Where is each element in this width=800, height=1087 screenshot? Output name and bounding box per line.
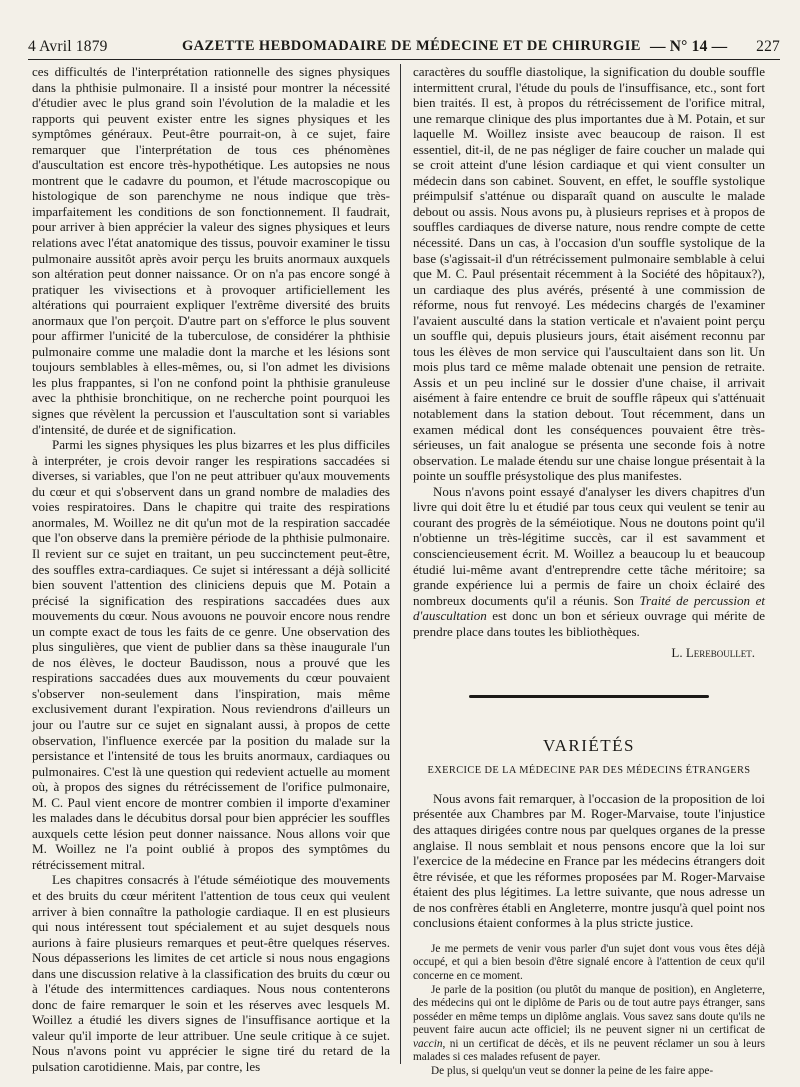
left-column <box>32 64 390 1074</box>
author-signature: L. Lereboullet. <box>671 645 755 661</box>
right-column <box>413 64 766 1078</box>
letter-paragraph-2-text: Je parle de la position (ou plutôt du manque de position), en Angleterre, des médecins qui ont le diplôme de Paris ou de tout autre pays étranger, sans posséder en même temps un diplôme anglais. Vous savez sans doute qu'ils ne peuvent faire aucun acte officiel; ils ne peuvent signer ni un certificat de <box>413 984 765 1037</box>
right-paragraph-2-end: est donc un bon et sérieux ouvrage qui mérite de prendre place dans toutes les bibliothèques. <box>413 608 766 639</box>
book-title: Traité de percussion et d'auscultation <box>413 592 765 624</box>
letter-paragraph-2-end: , ni un certificat de décès, et ils ne peuvent réclamer un sou à leurs malades si ces malades refusent de payer. <box>413 1037 765 1064</box>
left-paragraph-3: Les chapitres consacrés à l'étude séméiotique des mouvements et des bruits du cœur méritent l'attention de tous ceux qui veulent arriver à bien connaître la pathologie cardiaque. Il en est plusieurs qui nous intéressent tout spécialement et au sujet desquels nous aurions à faire plusieurs remarques et peut-être quelques réserves. Nous dépasserions les limites de cet article si nous nous engagions dans une discussion relative à la classification des bruits du cœur ou à l'étude des intermittences cardiaques. Nous nous contenterons donc de faire remarquer le soin et les réserves avec lesquels M. Woillez a étudié les divers signes de l'insuffisance aortique et la valeur qu'il importe de leur attribuer. Une seule critique à ce sujet. Nous n'avons point vu apprécier le signe tiré du retard de la pulsation carotidienne. Mais, par contre, les <box>32 872 390 1074</box>
letter-paragraph-3: De plus, si quelqu'un veut se donner la peine de les faire appe- <box>431 1065 714 1078</box>
letter-paragraph-1: Je me permets de venir vous parler d'un sujet dont vous vous êtes déjà occupé, et qui a bien besoin d'être signalé encore à l'attention de ceux qu'il concerne en ce moment. <box>413 942 765 982</box>
left-paragraph-1: ces difficultés de l'interprétation rationnelle des signes physiques dans la phthisie pulmonaire. Il a insisté pour montrer la nécessité d'étudier avec le plus grand soin l'évolution de la maladie et les rapports qui peuvent exister entre les signes physiques et les symptômes généraux. Peut-être pourrait-on, à ce sujet, faire remarquer que l'interprétation de tous ces phénomènes d'auscultation est encore très-hypothétique. Les autopsies ne nous montrent que le cadavre du poumon, et l'étude macroscopique ou histologique de son parenchyme ne nous indique que très-imparfaitement les conditions de son fonctionnement. Il faudrait, pour arriver à bien apprécier la valeur des signes physiques et leurs relations avec l'état anatomique des tissus, pouvoir examiner le tissu pulmonaire aussitôt après avoir perçu les bruits anormaux auxquels son altération peut donner naissance. Or on n'a pas encore songé à pratiquer les vivisections et à provoquer artificiellement les altérations qui pourraient expliquer l'extrême diversité des bruits anormaux que l'on perçoit. D'autre part on s'efforce le plus souvent pour affirmer l'unicité de la tuberculose, de considérer la phthisie pulmonaire comme une maladie dont la marche et les lésions sont toujours semblables à elles-mêmes, ou, si l'on admet les divisions les plus frappantes, si l'on ne confond point la phthisie granuleuse avec la phthisie bronchitique, on ne recherche point pourquoi les signes que révèlent la percussion et l'auscultation sont si variables d'intensité, de durée et de signification. <box>32 64 390 437</box>
right-paragraph-1: caractères du souffle diastolique, la signification du double souffle intermittent crural, l'étude du pouls de l'insuffisance, etc., sont fort bien traités. Il est, à propos du rétrécissement de l'orifice mitral, une remarque clinique des plus importantes due à M. Potain, et sur laquelle M. Woillez insiste avec beaucoup de raison. Il est essentiel, dit-il, de ne pas négliger de faire coucher un malade qui se croit atteint d'une lésion cardiaque et qui vient consulter un médecin dans son cabinet. Souvent, en effet, le souffle systolique préimpulsif s'atténue ou disparaît quand on ausculte le malade debout ou assis. Nous avons pu, à plusieurs reprises et à propos de souffles cardiaques de diverse nature, nous rendre compte de cette nécessité. Dans un cas, à l'occasion d'un souffle systolique de la base (s'agissait-il d'un rétrécissement pulmonaire semblable à celui que M. C. Paul présentait récemment à la Société des hôpitaux?), un cardiaque des plus avérés, présenté à une commission de réforme, nous fut renvoyé. Les médecins chargés de l'examiner l'avaient ausculté dans la station verticale et n'avaient point perçu un souffle qui, depuis plusieurs jours, était aisément reconnu par tous les élèves de mon service qui l'auscultaient dans son lit. Un mois plus tard ce même malade obtenait une pension de retraite. Assis et un peu incliné sur le dossier d'une chaise, il arrivait aisément à faire entendre ce bruit de souffle râpeux qui s'atténuait notablement dans la station debout. Tout récemment, dans un examen médical dont les conséquences pouvaient être très-sérieuses, un fait analogue se présenta une seconde fois à notre observation. Le malade étendu sur une chaise longue présentait à la pointe un souffle présystolique des plus manifestes. <box>413 64 765 484</box>
page-header <box>28 38 780 58</box>
journal-title: GAZETTE HEBDOMADAIRE DE MÉDECINE ET DE CHIRURGIE <box>182 38 641 54</box>
issue-number: — N° 14 — <box>650 38 728 55</box>
letter-paragraph-2 <box>413 984 765 1064</box>
issue-date: 4 Avril 1879 <box>28 38 108 55</box>
section-subtitle: EXERCICE DE LA MÉDECINE PAR DES MÉDECINS ÉTRANGERS <box>427 765 751 777</box>
letter-italic-word: vaccin <box>413 1037 443 1050</box>
column-divider <box>400 64 401 1064</box>
correspondent-letter <box>413 943 765 1079</box>
right-paragraph-2 <box>413 484 765 639</box>
section-intro: Nous avons fait remarquer, à l'occasion de la proposition de loi présentée aux Chambres par M. Roger-Marvaise, toute l'injustice des attaques dirigées contre nous par quelques organes de la presse anglaise. Il nous semblait et nous pensons encore que la loi sur l'exercice de la médecine en France par les médecins étrangers doit être révisée, et que les réformes proposées par M. Roger-Marvaise étaient des plus légitimes. La lettre suivante, que nous adresse un de nos confrères établi en Angleterre, montre jusqu'à quel point nos conclusions étaient conformes à la plus stricte justice. <box>413 790 765 931</box>
section-separator <box>469 695 709 698</box>
right-paragraph-2-text: Nous n'avons point essayé d'analyser les divers chapitres d'un livre qui doit être lu et étudié par tous ceux qui veulent se tenir au courant des progrès de la séméiotique. Nous ne doutons point qu'il n'obtienne un très-légitime succès, car il est savamment et consciencieusement écrit. M. Woillez a beaucoup lu et beaucoup étudié lui-même avant d'entreprendre cette tâche méritoire; sa grande expérience lui a permis de faire un choix éclairé des nombreux documents qu'il a réunis. Son <box>413 483 765 608</box>
section-title: VARIÉTÉS <box>543 735 635 755</box>
left-paragraph-2: Parmi les signes physiques les plus bizarres et les plus difficiles à interpréter, je crois devoir ranger les respirations saccadées si diverses, si variables, que l'on ne peut attribuer qu'aux mouvements du cœur et qui s'observent dans un grand nombre de maladies des voies respiratoires. Dans le chapitre qui traite des respirations anormales, M. Woillez ne dit qu'un mot de la respiration saccadée que l'on observe dans la première période de la phthisie pulmonaire. Il revient sur ce sujet en traitant, un peu succinctement peut-être, des souffles extra-cardiaques. Ce sujet si intéressant a déjà sollicité bien souvent l'attention des cliniciens depuis que M. Potain a précisé la signification des respirations saccadées dues aux mouvements du cœur. Nous avouons ne pouvoir encore nous rendre un compte exact de tous les faits de ce genre. Une observation des plus singulières, que vient de publier dans sa thèse inaugurale l'un de nos élèves, le docteur Baudisson, nous a prouvé que les respirations saccadées dues aux mouvements du cœur pouvaient s'observer non-seulement dans l'inspiration, mais même exclusivement durant l'expiration. Nous reviendrons d'ailleurs un jour ou l'autre sur ce sujet en signalant aussi, à propos de cette observation, l'influence exercée par la position du malade sur la persistance et l'intensité de tous les bruits anormaux, cardiaques ou pulmonaires. C'est là une question qui redevient actuelle au moment où, à propos des signes du rétrécissement de l'orifice pulmonaire, M. C. Paul vient encore de montrer combien il importe d'examiner les malades dans le décubitus dorsal pour bien apprécier les souffles auxquels cette lésion peut donner naissance. Nous allons voir que M. Woillez ne l'a point oublié à propos des symptômes du rétrécissement mitral. <box>32 437 390 872</box>
page-number: 227 <box>756 38 780 55</box>
header-rule <box>28 59 780 60</box>
